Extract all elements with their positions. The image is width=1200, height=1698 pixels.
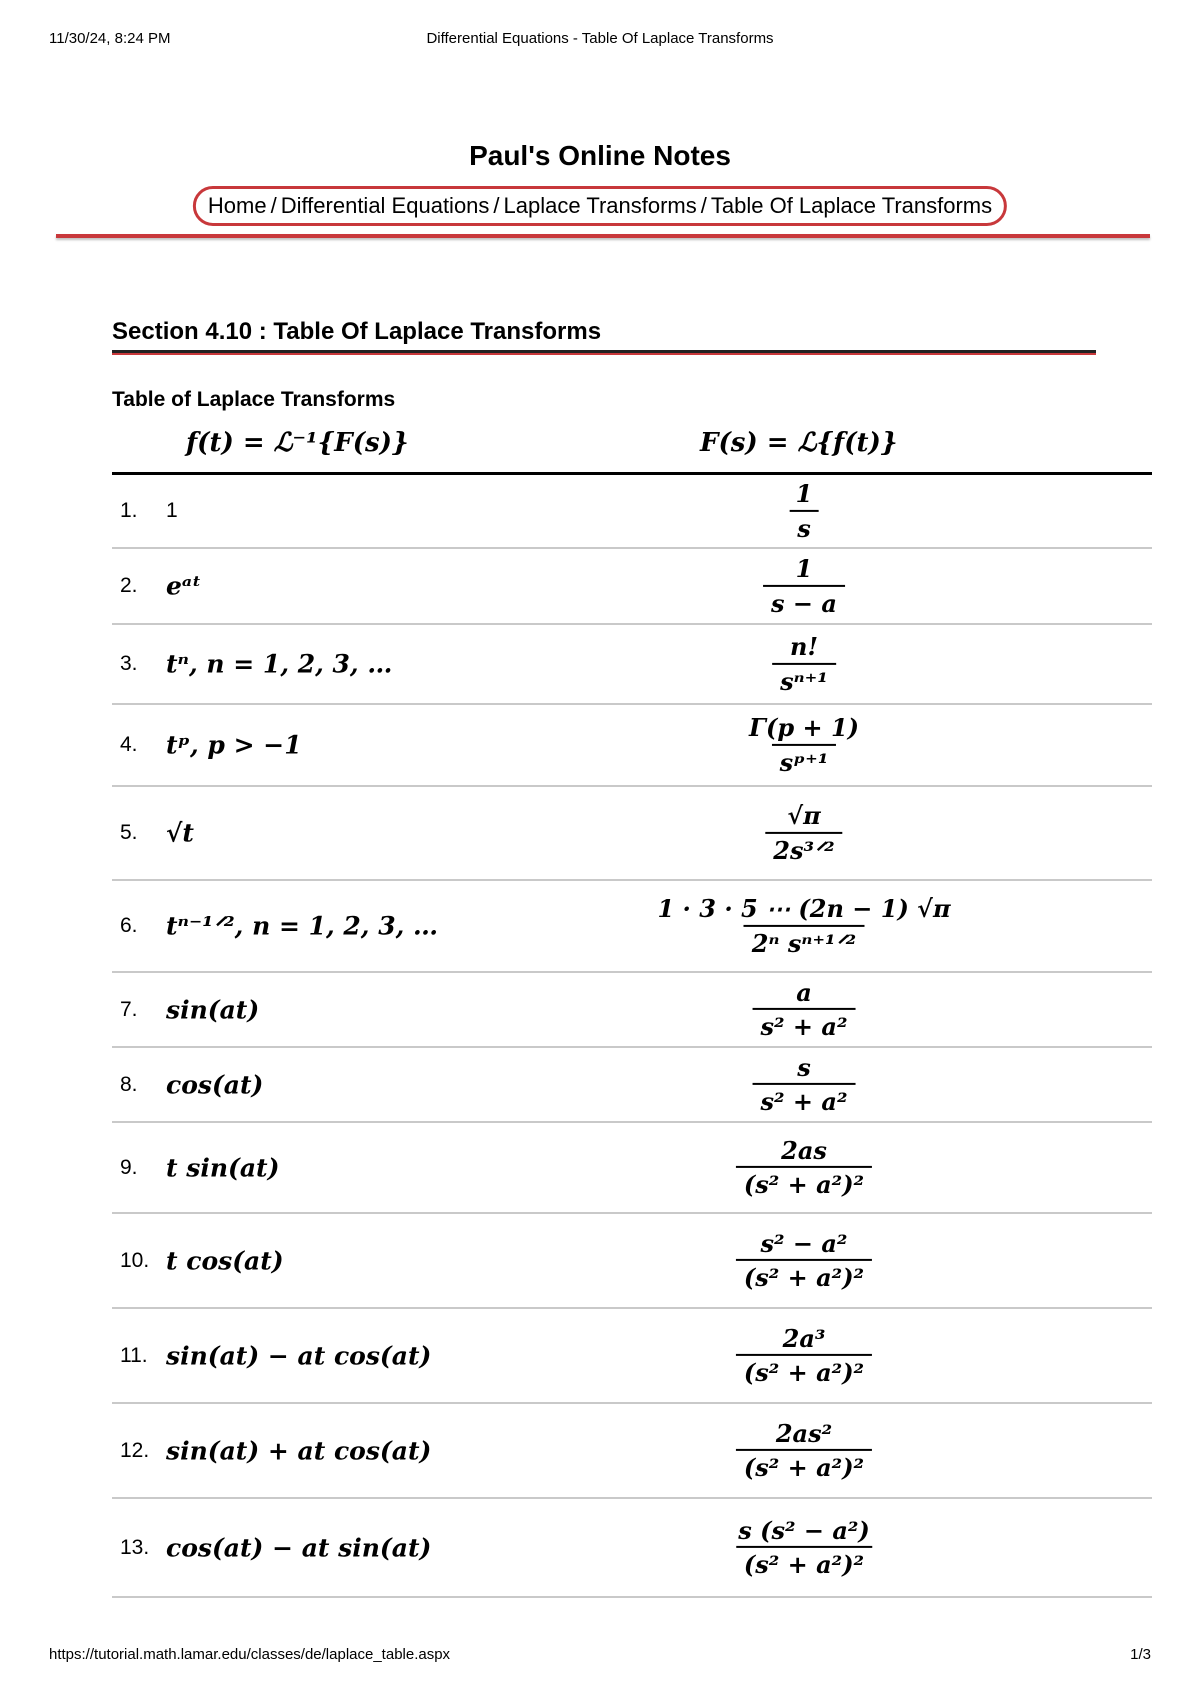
row-fs: [649, 895, 958, 957]
fs-denominator: s: [789, 510, 819, 543]
breadcrumb-separator: /: [270, 193, 277, 218]
row-ft: √t: [166, 818, 194, 848]
row-number: 9.: [120, 1155, 138, 1179]
row-ft: cos(at) − at sin(at): [166, 1533, 432, 1562]
fs-numerator: √π: [787, 800, 821, 830]
breadcrumb-laplace-transforms[interactable]: Laplace Transforms: [503, 193, 697, 218]
fs-denominator: 2s³ᐟ²: [765, 832, 842, 865]
table-row: [112, 973, 1152, 1048]
fs-numerator: 1: [795, 553, 813, 583]
row-ft: tⁿ, n = 1, 2, 3, …: [166, 649, 393, 679]
row-fs: [736, 1229, 872, 1291]
print-footer: [49, 1646, 1151, 1666]
row-number: 13.: [120, 1535, 150, 1559]
breadcrumb-separator: /: [700, 193, 707, 218]
row-ft: sin(at) − at cos(at): [166, 1341, 432, 1370]
row-ft: tⁿ⁻¹ᐟ², n = 1, 2, 3, …: [166, 911, 439, 941]
row-ft: t sin(at): [166, 1153, 280, 1182]
row-ft: eᵃᵗ: [166, 571, 202, 601]
fs-denominator: sⁿ⁺¹: [772, 663, 836, 696]
row-fs: [753, 978, 856, 1040]
fs-denominator: s² + a²: [753, 1083, 856, 1116]
row-number: 4.: [120, 733, 138, 756]
table-row: [112, 1309, 1152, 1404]
fs-numerator: n!: [790, 631, 818, 661]
table-row: [112, 475, 1152, 549]
breadcrumb-differential-equations[interactable]: Differential Equations: [280, 193, 490, 218]
row-fs: [741, 714, 867, 776]
fs-denominator: (s² + a²)²: [736, 1166, 872, 1199]
page-number: 1/3: [1130, 1646, 1151, 1663]
fs-numerator: s (s² − a²): [738, 1515, 870, 1545]
row-ft: sin(at) + at cos(at): [166, 1436, 432, 1465]
column-header-ft: f(t) = ℒ⁻¹{F(s)}: [186, 428, 409, 458]
row-number: 8.: [120, 1072, 138, 1096]
fs-numerator: s² − a²: [760, 1228, 848, 1258]
fs-denominator: (s² + a²)²: [736, 1449, 872, 1482]
table-row: [112, 705, 1152, 787]
table-row: [112, 1404, 1152, 1499]
table-row: [112, 1499, 1152, 1598]
fs-denominator: (s² + a²)²: [736, 1354, 872, 1387]
fs-denominator: (s² + a²)²: [736, 1259, 872, 1292]
table-row: [112, 549, 1152, 625]
row-number: 6.: [120, 914, 138, 937]
row-fs: [772, 633, 836, 695]
row-fs: [788, 480, 821, 542]
row-fs: [753, 1053, 856, 1115]
table-row: [112, 881, 1152, 973]
row-ft: t cos(at): [166, 1246, 284, 1275]
row-number: 11.: [120, 1343, 148, 1367]
row-number: 2.: [120, 574, 138, 597]
breadcrumb-separator: /: [493, 193, 500, 218]
fs-denominator: sᵖ⁺¹: [772, 744, 837, 777]
table-caption: Table of Laplace Transforms: [112, 388, 396, 411]
row-fs: [736, 1419, 872, 1481]
fs-numerator: 1: [795, 478, 813, 508]
row-ft: cos(at): [166, 1070, 264, 1099]
row-number: 7.: [120, 997, 138, 1021]
row-fs: [736, 1136, 872, 1198]
fs-numerator: 2a³: [782, 1323, 826, 1353]
header-divider: [56, 234, 1150, 238]
fs-denominator: 2ⁿ sⁿ⁺¹ᐟ²: [744, 925, 864, 958]
table-row: [112, 787, 1152, 881]
row-ft: tᵖ, p > −1: [166, 730, 302, 760]
row-fs: [736, 1324, 872, 1386]
row-number: 3.: [120, 652, 138, 675]
fs-numerator: Γ(p + 1): [748, 712, 860, 742]
print-header: [49, 30, 1151, 50]
row-fs: [730, 1516, 877, 1578]
table-row: [112, 1214, 1152, 1309]
print-date: 11/30/24, 8:24 PM: [49, 30, 171, 47]
print-page-title: Differential Equations - Table Of Laplace Transforms: [426, 30, 774, 47]
fs-numerator: 1 · 3 · 5 ⋯ (2n − 1) √π: [657, 893, 951, 923]
column-header-fs: F(s) = ℒ{f(t)}: [700, 428, 898, 458]
laplace-table: [112, 475, 1152, 1598]
fs-numerator: 2as: [781, 1135, 827, 1165]
section-divider: [112, 350, 1096, 353]
fs-numerator: a: [796, 977, 812, 1007]
section-title: Section 4.10 : Table Of Laplace Transforms: [112, 318, 602, 345]
fs-numerator: 2as²: [775, 1418, 833, 1448]
print-url: https://tutorial.math.lamar.edu/classes/de/laplace_table.aspx: [49, 1646, 451, 1663]
breadcrumb-home[interactable]: Home: [207, 193, 267, 218]
fs-denominator: s² + a²: [753, 1008, 856, 1041]
row-ft: sin(at): [166, 995, 260, 1024]
row-ft: 1: [166, 499, 178, 522]
row-number: 1.: [120, 499, 138, 522]
site-title[interactable]: Paul's Online Notes: [469, 140, 731, 171]
table-row: [112, 1123, 1152, 1214]
fs-numerator: s: [797, 1052, 811, 1082]
table-row: [112, 1048, 1152, 1123]
row-fs: [765, 802, 842, 864]
table-row: [112, 625, 1152, 705]
row-fs: [763, 555, 845, 617]
fs-denominator: s − a: [763, 585, 845, 618]
breadcrumb: [193, 186, 1007, 226]
fs-denominator: (s² + a²)²: [736, 1546, 872, 1579]
row-number: 5.: [120, 821, 138, 844]
row-number: 10.: [120, 1248, 150, 1272]
breadcrumb-current: Table Of Laplace Transforms: [710, 193, 993, 218]
row-number: 12.: [120, 1438, 150, 1462]
